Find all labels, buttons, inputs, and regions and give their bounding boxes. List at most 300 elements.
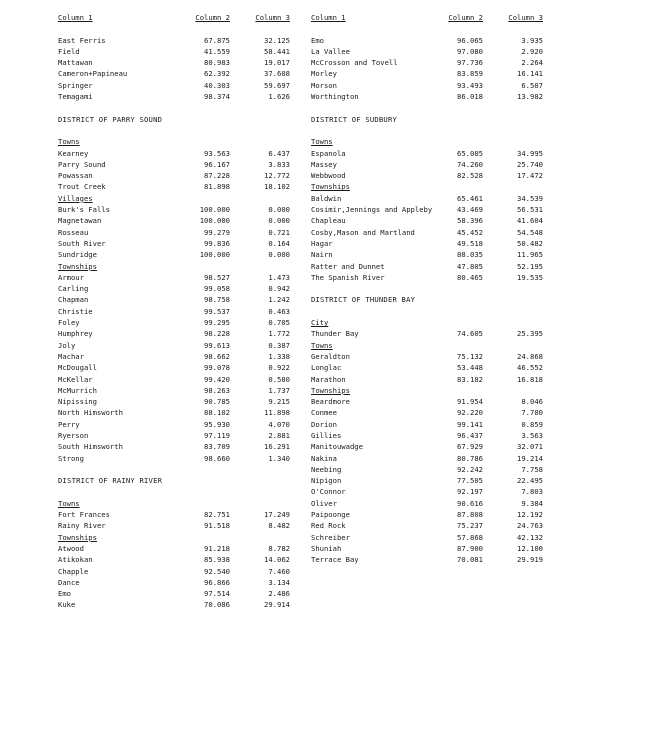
column-3-value: 4.070 bbox=[268, 419, 290, 429]
column-3-value: 32.071 bbox=[517, 442, 543, 452]
column-2-value: 97.119 bbox=[204, 430, 230, 440]
spacer bbox=[311, 23, 543, 34]
place-name: Nipigon bbox=[311, 476, 342, 486]
table-row bbox=[311, 204, 543, 215]
place-name: Rainy River bbox=[58, 521, 106, 531]
district-heading bbox=[58, 114, 290, 125]
place-name: Rosseau bbox=[58, 227, 89, 237]
column-2-value: 99.058 bbox=[204, 284, 230, 294]
column-3-header: Column 3 bbox=[255, 13, 290, 22]
table-row bbox=[58, 57, 290, 68]
column-header-row bbox=[58, 12, 290, 23]
column-2-value: 99.613 bbox=[204, 340, 230, 350]
place-name: Worthington bbox=[311, 92, 359, 102]
table-row bbox=[58, 204, 290, 215]
place-name: Springer bbox=[58, 80, 93, 90]
column-2-value: 98.527 bbox=[204, 272, 230, 282]
column-3-value: 1.772 bbox=[268, 329, 290, 339]
table-row bbox=[58, 46, 290, 57]
table-row bbox=[311, 430, 543, 441]
column-2-value: 97.514 bbox=[204, 589, 230, 599]
column-3-value: 58.441 bbox=[264, 46, 290, 56]
place-name: Parry Sound bbox=[58, 159, 106, 169]
column-3-value: 11.965 bbox=[517, 250, 543, 260]
column-header-row bbox=[311, 12, 543, 23]
place-name: Temagami bbox=[58, 92, 93, 102]
column-3-value: 0.721 bbox=[268, 227, 290, 237]
subheading-label: Townships bbox=[311, 385, 350, 395]
section-subheading bbox=[58, 136, 290, 147]
column-2-value: 88.102 bbox=[204, 408, 230, 418]
place-name: McKellar bbox=[58, 374, 93, 384]
spacer bbox=[311, 283, 543, 294]
column-3-value: 22.495 bbox=[517, 476, 543, 486]
column-2-value: 96.866 bbox=[204, 577, 230, 587]
column-2-value: 74.260 bbox=[457, 159, 483, 169]
column-3-value: 14.062 bbox=[264, 555, 290, 565]
place-name: Joly bbox=[58, 340, 76, 350]
subheading-label: Villages bbox=[58, 193, 93, 203]
place-name: Marathon bbox=[311, 374, 346, 384]
place-name: Morson bbox=[311, 80, 337, 90]
column-2-value: 87.228 bbox=[204, 171, 230, 181]
column-3-value: 7.803 bbox=[521, 487, 543, 497]
column-2-value: 80.786 bbox=[457, 453, 483, 463]
place-name: Cameron+Papineau bbox=[58, 69, 128, 79]
place-name: Nakina bbox=[311, 453, 337, 463]
place-name: Ratter and Dunnet bbox=[311, 261, 385, 271]
column-2-value: 90.616 bbox=[457, 498, 483, 508]
table-row bbox=[58, 306, 290, 317]
place-name: Chapple bbox=[58, 566, 89, 576]
column-3-value: 0.705 bbox=[268, 318, 290, 328]
place-name: Emo bbox=[311, 35, 324, 45]
column-3-value: 56.531 bbox=[517, 205, 543, 215]
place-name: Perry bbox=[58, 419, 80, 429]
column-2-value: 93.563 bbox=[204, 148, 230, 158]
column-3-value: 3.563 bbox=[521, 430, 543, 440]
column-1-header: Column 1 bbox=[58, 13, 93, 22]
column-2-value: 57.868 bbox=[457, 532, 483, 542]
place-name: The Spanish River bbox=[311, 272, 385, 282]
column-2-value: 83.182 bbox=[457, 374, 483, 384]
table-row bbox=[311, 57, 543, 68]
place-name: Atwood bbox=[58, 543, 84, 553]
place-name: Kearney bbox=[58, 148, 89, 158]
place-name: Beardmore bbox=[311, 397, 350, 407]
column-3-value: 12.192 bbox=[517, 510, 543, 520]
table-row bbox=[58, 520, 290, 531]
column-2-value: 77.505 bbox=[457, 476, 483, 486]
place-name: Longlac bbox=[311, 363, 342, 373]
column-3-value: 18.102 bbox=[264, 182, 290, 192]
column-3-value: 42.132 bbox=[517, 532, 543, 542]
table-row bbox=[58, 170, 290, 181]
column-3-header: Column 3 bbox=[508, 13, 543, 22]
place-name: Burk's Falls bbox=[58, 205, 110, 215]
place-name: Neebing bbox=[311, 464, 342, 474]
place-name: Manitouwadge bbox=[311, 442, 363, 452]
table-row bbox=[58, 509, 290, 520]
column-3-value: 24.763 bbox=[517, 521, 543, 531]
column-2-value: 100.000 bbox=[199, 216, 230, 226]
place-name: Mattawan bbox=[58, 58, 93, 68]
spacer bbox=[58, 23, 290, 34]
subheading-label: Towns bbox=[58, 498, 80, 508]
column-2-value: 100.000 bbox=[199, 205, 230, 215]
table-row bbox=[58, 68, 290, 79]
place-name: Thunder Bay bbox=[311, 329, 359, 339]
place-name: Foley bbox=[58, 318, 80, 328]
subheading-label: Towns bbox=[58, 137, 80, 147]
table-row bbox=[311, 215, 543, 226]
column-3-value: 11.898 bbox=[264, 408, 290, 418]
place-name: Conmee bbox=[311, 408, 337, 418]
column-3-value: 3.134 bbox=[268, 577, 290, 587]
place-name: Schreiber bbox=[311, 532, 350, 542]
column-2-value: 99.078 bbox=[204, 363, 230, 373]
place-name: O'Connor bbox=[311, 487, 346, 497]
place-name: McMurrich bbox=[58, 385, 97, 395]
column-3-value: 8.046 bbox=[521, 397, 543, 407]
spacer bbox=[311, 125, 543, 136]
column-3-value: 3.833 bbox=[268, 159, 290, 169]
table-row bbox=[311, 148, 543, 159]
table-row bbox=[311, 238, 543, 249]
table-row bbox=[58, 91, 290, 102]
table-row bbox=[311, 68, 543, 79]
column-3-value: 12.100 bbox=[517, 543, 543, 553]
table-row bbox=[58, 340, 290, 351]
table-row bbox=[311, 249, 543, 260]
table-row bbox=[58, 272, 290, 283]
table-row bbox=[311, 554, 543, 565]
subheading-label: Townships bbox=[58, 532, 97, 542]
district-heading bbox=[58, 475, 290, 486]
column-2-value: 90.785 bbox=[204, 397, 230, 407]
table-row bbox=[311, 91, 543, 102]
district-title: DISTRICT OF THUNDER BAY bbox=[311, 295, 416, 305]
column-3-value: 0.463 bbox=[268, 306, 290, 316]
column-2-value: 97.080 bbox=[457, 46, 483, 56]
column-3-value: 50.482 bbox=[517, 238, 543, 248]
column-3-value: 9.215 bbox=[268, 397, 290, 407]
table-row bbox=[58, 35, 290, 46]
column-2-value: 96.437 bbox=[457, 430, 483, 440]
place-name: Dorion bbox=[311, 419, 337, 429]
table-row bbox=[58, 566, 290, 577]
table-row bbox=[58, 249, 290, 260]
place-name: Armour bbox=[58, 272, 84, 282]
subheading-label: Townships bbox=[311, 182, 350, 192]
place-name: Emo bbox=[58, 589, 71, 599]
column-2-value: 92.242 bbox=[457, 464, 483, 474]
column-2-header: Column 2 bbox=[195, 13, 230, 22]
column-2-value: 70.086 bbox=[204, 600, 230, 610]
column-3-value: 6.437 bbox=[268, 148, 290, 158]
table-row bbox=[311, 509, 543, 520]
column-2-value: 67.929 bbox=[457, 442, 483, 452]
place-name: Morley bbox=[311, 69, 337, 79]
table-row bbox=[58, 159, 290, 170]
place-name: Cosimir,Jennings and Appleby bbox=[311, 205, 433, 215]
place-name: Hagar bbox=[311, 238, 333, 248]
column-2-value: 88.035 bbox=[457, 250, 483, 260]
column-2-value: 98.374 bbox=[204, 92, 230, 102]
column-2-value: 87.900 bbox=[457, 543, 483, 553]
column-3-value: 19.535 bbox=[517, 272, 543, 282]
place-name: Sundridge bbox=[58, 250, 97, 260]
table-row bbox=[311, 159, 543, 170]
column-2-value: 87.808 bbox=[457, 510, 483, 520]
column-2-value: 99.836 bbox=[204, 238, 230, 248]
section-subheading bbox=[311, 181, 543, 192]
place-name: Red Rock bbox=[311, 521, 346, 531]
place-name: Espanola bbox=[311, 148, 346, 158]
table-row bbox=[58, 215, 290, 226]
column-3-value: 3.935 bbox=[521, 35, 543, 45]
column-2-value: 49.518 bbox=[457, 238, 483, 248]
place-name: Shuniah bbox=[311, 543, 342, 553]
column-2-value: 43.469 bbox=[457, 205, 483, 215]
place-name: Christie bbox=[58, 306, 93, 316]
column-3-value: 1.242 bbox=[268, 295, 290, 305]
table-row bbox=[311, 419, 543, 430]
column-2-value: 47.805 bbox=[457, 261, 483, 271]
section-subheading bbox=[311, 317, 543, 328]
column-3-value: 59.697 bbox=[264, 80, 290, 90]
column-2-value: 74.605 bbox=[457, 329, 483, 339]
table-row bbox=[311, 441, 543, 452]
subheading-label: Towns bbox=[311, 340, 333, 350]
place-name: Powassan bbox=[58, 171, 93, 181]
place-name: South River bbox=[58, 238, 106, 248]
place-name: Nairn bbox=[311, 250, 333, 260]
district-title: DISTRICT OF SUDBURY bbox=[311, 114, 398, 124]
column-3-value: 54.548 bbox=[517, 227, 543, 237]
table-row bbox=[311, 475, 543, 486]
table-row bbox=[58, 328, 290, 339]
table-row bbox=[58, 148, 290, 159]
table-row bbox=[58, 80, 290, 91]
column-2-value: 99.420 bbox=[204, 374, 230, 384]
section-subheading bbox=[311, 136, 543, 147]
column-2-value: 99.537 bbox=[204, 306, 230, 316]
section-subheading bbox=[58, 532, 290, 543]
place-name: La Vallee bbox=[311, 46, 350, 56]
column-2-header: Column 2 bbox=[448, 13, 483, 22]
column-2-value: 96.065 bbox=[457, 35, 483, 45]
column-2-value: 83.859 bbox=[457, 69, 483, 79]
column-3-value: 17.472 bbox=[517, 171, 543, 181]
place-name: Chapman bbox=[58, 295, 89, 305]
column-2-value: 96.167 bbox=[204, 159, 230, 169]
place-name: Geraldton bbox=[311, 351, 350, 361]
place-name: Dance bbox=[58, 577, 80, 587]
column-2-value: 98.758 bbox=[204, 295, 230, 305]
column-3-value: 9.384 bbox=[521, 498, 543, 508]
table-row bbox=[58, 543, 290, 554]
place-name: Magnetawan bbox=[58, 216, 102, 226]
column-2-value: 41.559 bbox=[204, 46, 230, 56]
column-2-value: 75.132 bbox=[457, 351, 483, 361]
column-2-value: 83.709 bbox=[204, 442, 230, 452]
column-2-value: 97.736 bbox=[457, 58, 483, 68]
column-3-value: 2.264 bbox=[521, 58, 543, 68]
column-3-value: 6.507 bbox=[521, 80, 543, 90]
place-name: Machar bbox=[58, 351, 84, 361]
place-name: South Himsworth bbox=[58, 442, 123, 452]
column-2-value: 100.000 bbox=[199, 250, 230, 260]
column-2-value: 82.751 bbox=[204, 510, 230, 520]
column-2-value: 99.295 bbox=[204, 318, 230, 328]
table-row bbox=[58, 317, 290, 328]
section-subheading bbox=[311, 340, 543, 351]
column-3-value: 1.626 bbox=[268, 92, 290, 102]
table-row bbox=[311, 498, 543, 509]
place-name: Paipoonge bbox=[311, 510, 350, 520]
column-3-value: 1.473 bbox=[268, 272, 290, 282]
column-3-value: 24.868 bbox=[517, 351, 543, 361]
table-row bbox=[311, 374, 543, 385]
column-2-value: 99.141 bbox=[457, 419, 483, 429]
column-2-value: 92.197 bbox=[457, 487, 483, 497]
place-name: Trout Creek bbox=[58, 182, 106, 192]
table-row bbox=[58, 294, 290, 305]
column-2-value: 93.493 bbox=[457, 80, 483, 90]
column-2-value: 98.662 bbox=[204, 351, 230, 361]
place-name: East Ferris bbox=[58, 35, 106, 45]
column-3-value: 1.340 bbox=[268, 453, 290, 463]
column-2-value: 62.392 bbox=[204, 69, 230, 79]
column-2-value: 70.081 bbox=[457, 555, 483, 565]
place-name: Carling bbox=[58, 284, 89, 294]
table-row bbox=[58, 588, 290, 599]
table-row bbox=[311, 328, 543, 339]
column-2-value: 67.875 bbox=[204, 35, 230, 45]
column-3-value: 19.017 bbox=[264, 58, 290, 68]
column-3-value: 0.387 bbox=[268, 340, 290, 350]
spacer bbox=[58, 125, 290, 136]
column-3-value: 7.460 bbox=[268, 566, 290, 576]
table-row bbox=[311, 80, 543, 91]
table-row bbox=[311, 396, 543, 407]
table-row bbox=[311, 486, 543, 497]
column-2-value: 65.461 bbox=[457, 193, 483, 203]
table-row bbox=[311, 272, 543, 283]
column-3-value: 7.780 bbox=[521, 408, 543, 418]
table-row bbox=[58, 362, 290, 373]
table-row bbox=[58, 419, 290, 430]
column-3-value: 16.291 bbox=[264, 442, 290, 452]
spacer bbox=[58, 486, 290, 497]
district-title: DISTRICT OF PARRY SOUND bbox=[58, 114, 163, 124]
column-2-value: 80.983 bbox=[204, 58, 230, 68]
left-column bbox=[58, 12, 290, 611]
table-row bbox=[311, 362, 543, 373]
column-2-value: 92.220 bbox=[457, 408, 483, 418]
subheading-label: City bbox=[311, 318, 329, 328]
place-name: Cosby,Mason and Martland bbox=[311, 227, 415, 237]
column-2-value: 98.228 bbox=[204, 329, 230, 339]
column-3-value: 1.737 bbox=[268, 385, 290, 395]
table-row bbox=[58, 374, 290, 385]
column-2-value: 95.930 bbox=[204, 419, 230, 429]
column-3-value: 0.580 bbox=[268, 374, 290, 384]
section-subheading bbox=[58, 261, 290, 272]
place-name: Ryerson bbox=[58, 430, 89, 440]
section-subheading bbox=[58, 498, 290, 509]
column-3-value: 34.539 bbox=[517, 193, 543, 203]
table-row bbox=[311, 35, 543, 46]
column-3-value: 19.214 bbox=[517, 453, 543, 463]
column-3-value: 16.141 bbox=[517, 69, 543, 79]
column-3-value: 12.772 bbox=[264, 171, 290, 181]
place-name: North Himsworth bbox=[58, 408, 123, 418]
column-2-value: 82.528 bbox=[457, 171, 483, 181]
column-2-value: 58.396 bbox=[457, 216, 483, 226]
column-3-value: 8.782 bbox=[268, 543, 290, 553]
table-row bbox=[311, 464, 543, 475]
table-row bbox=[58, 238, 290, 249]
place-name: Strong bbox=[58, 453, 84, 463]
place-name: Terrace Bay bbox=[311, 555, 359, 565]
column-3-value: 16.818 bbox=[517, 374, 543, 384]
table-row bbox=[311, 407, 543, 418]
table-row bbox=[311, 520, 543, 531]
section-subheading bbox=[311, 385, 543, 396]
place-name: Kuke bbox=[58, 600, 76, 610]
column-2-value: 81.898 bbox=[204, 182, 230, 192]
section-subheading bbox=[58, 193, 290, 204]
column-2-value: 86.018 bbox=[457, 92, 483, 102]
table-row bbox=[58, 227, 290, 238]
table-row bbox=[311, 453, 543, 464]
table-row bbox=[58, 407, 290, 418]
column-3-value: 52.195 bbox=[517, 261, 543, 271]
table-row bbox=[58, 283, 290, 294]
table-row bbox=[58, 599, 290, 610]
spacer bbox=[58, 102, 290, 113]
column-3-value: 2.881 bbox=[268, 430, 290, 440]
column-2-value: 85.938 bbox=[204, 555, 230, 565]
column-3-value: 0.164 bbox=[268, 238, 290, 248]
column-3-value: 29.919 bbox=[517, 555, 543, 565]
place-name: Field bbox=[58, 46, 80, 56]
column-3-value: 41.604 bbox=[517, 216, 543, 226]
place-name: Atikokan bbox=[58, 555, 93, 565]
table-row bbox=[58, 351, 290, 362]
table-row bbox=[58, 554, 290, 565]
place-name: McCrosson and Tovell bbox=[311, 58, 398, 68]
subheading-label: Towns bbox=[311, 137, 333, 147]
column-2-value: 98.660 bbox=[204, 453, 230, 463]
table-row bbox=[58, 430, 290, 441]
table-row bbox=[311, 543, 543, 554]
place-name: Baldwin bbox=[311, 193, 342, 203]
place-name: Nipissing bbox=[58, 397, 97, 407]
right-column bbox=[311, 12, 543, 566]
column-2-value: 65.005 bbox=[457, 148, 483, 158]
spacer bbox=[311, 102, 543, 113]
column-3-value: 1.338 bbox=[268, 351, 290, 361]
column-3-value: 13.982 bbox=[517, 92, 543, 102]
column-2-value: 99.279 bbox=[204, 227, 230, 237]
column-2-value: 40.303 bbox=[204, 80, 230, 90]
place-name: Fort Frances bbox=[58, 510, 110, 520]
place-name: McDougall bbox=[58, 363, 97, 373]
column-3-value: 37.608 bbox=[264, 69, 290, 79]
